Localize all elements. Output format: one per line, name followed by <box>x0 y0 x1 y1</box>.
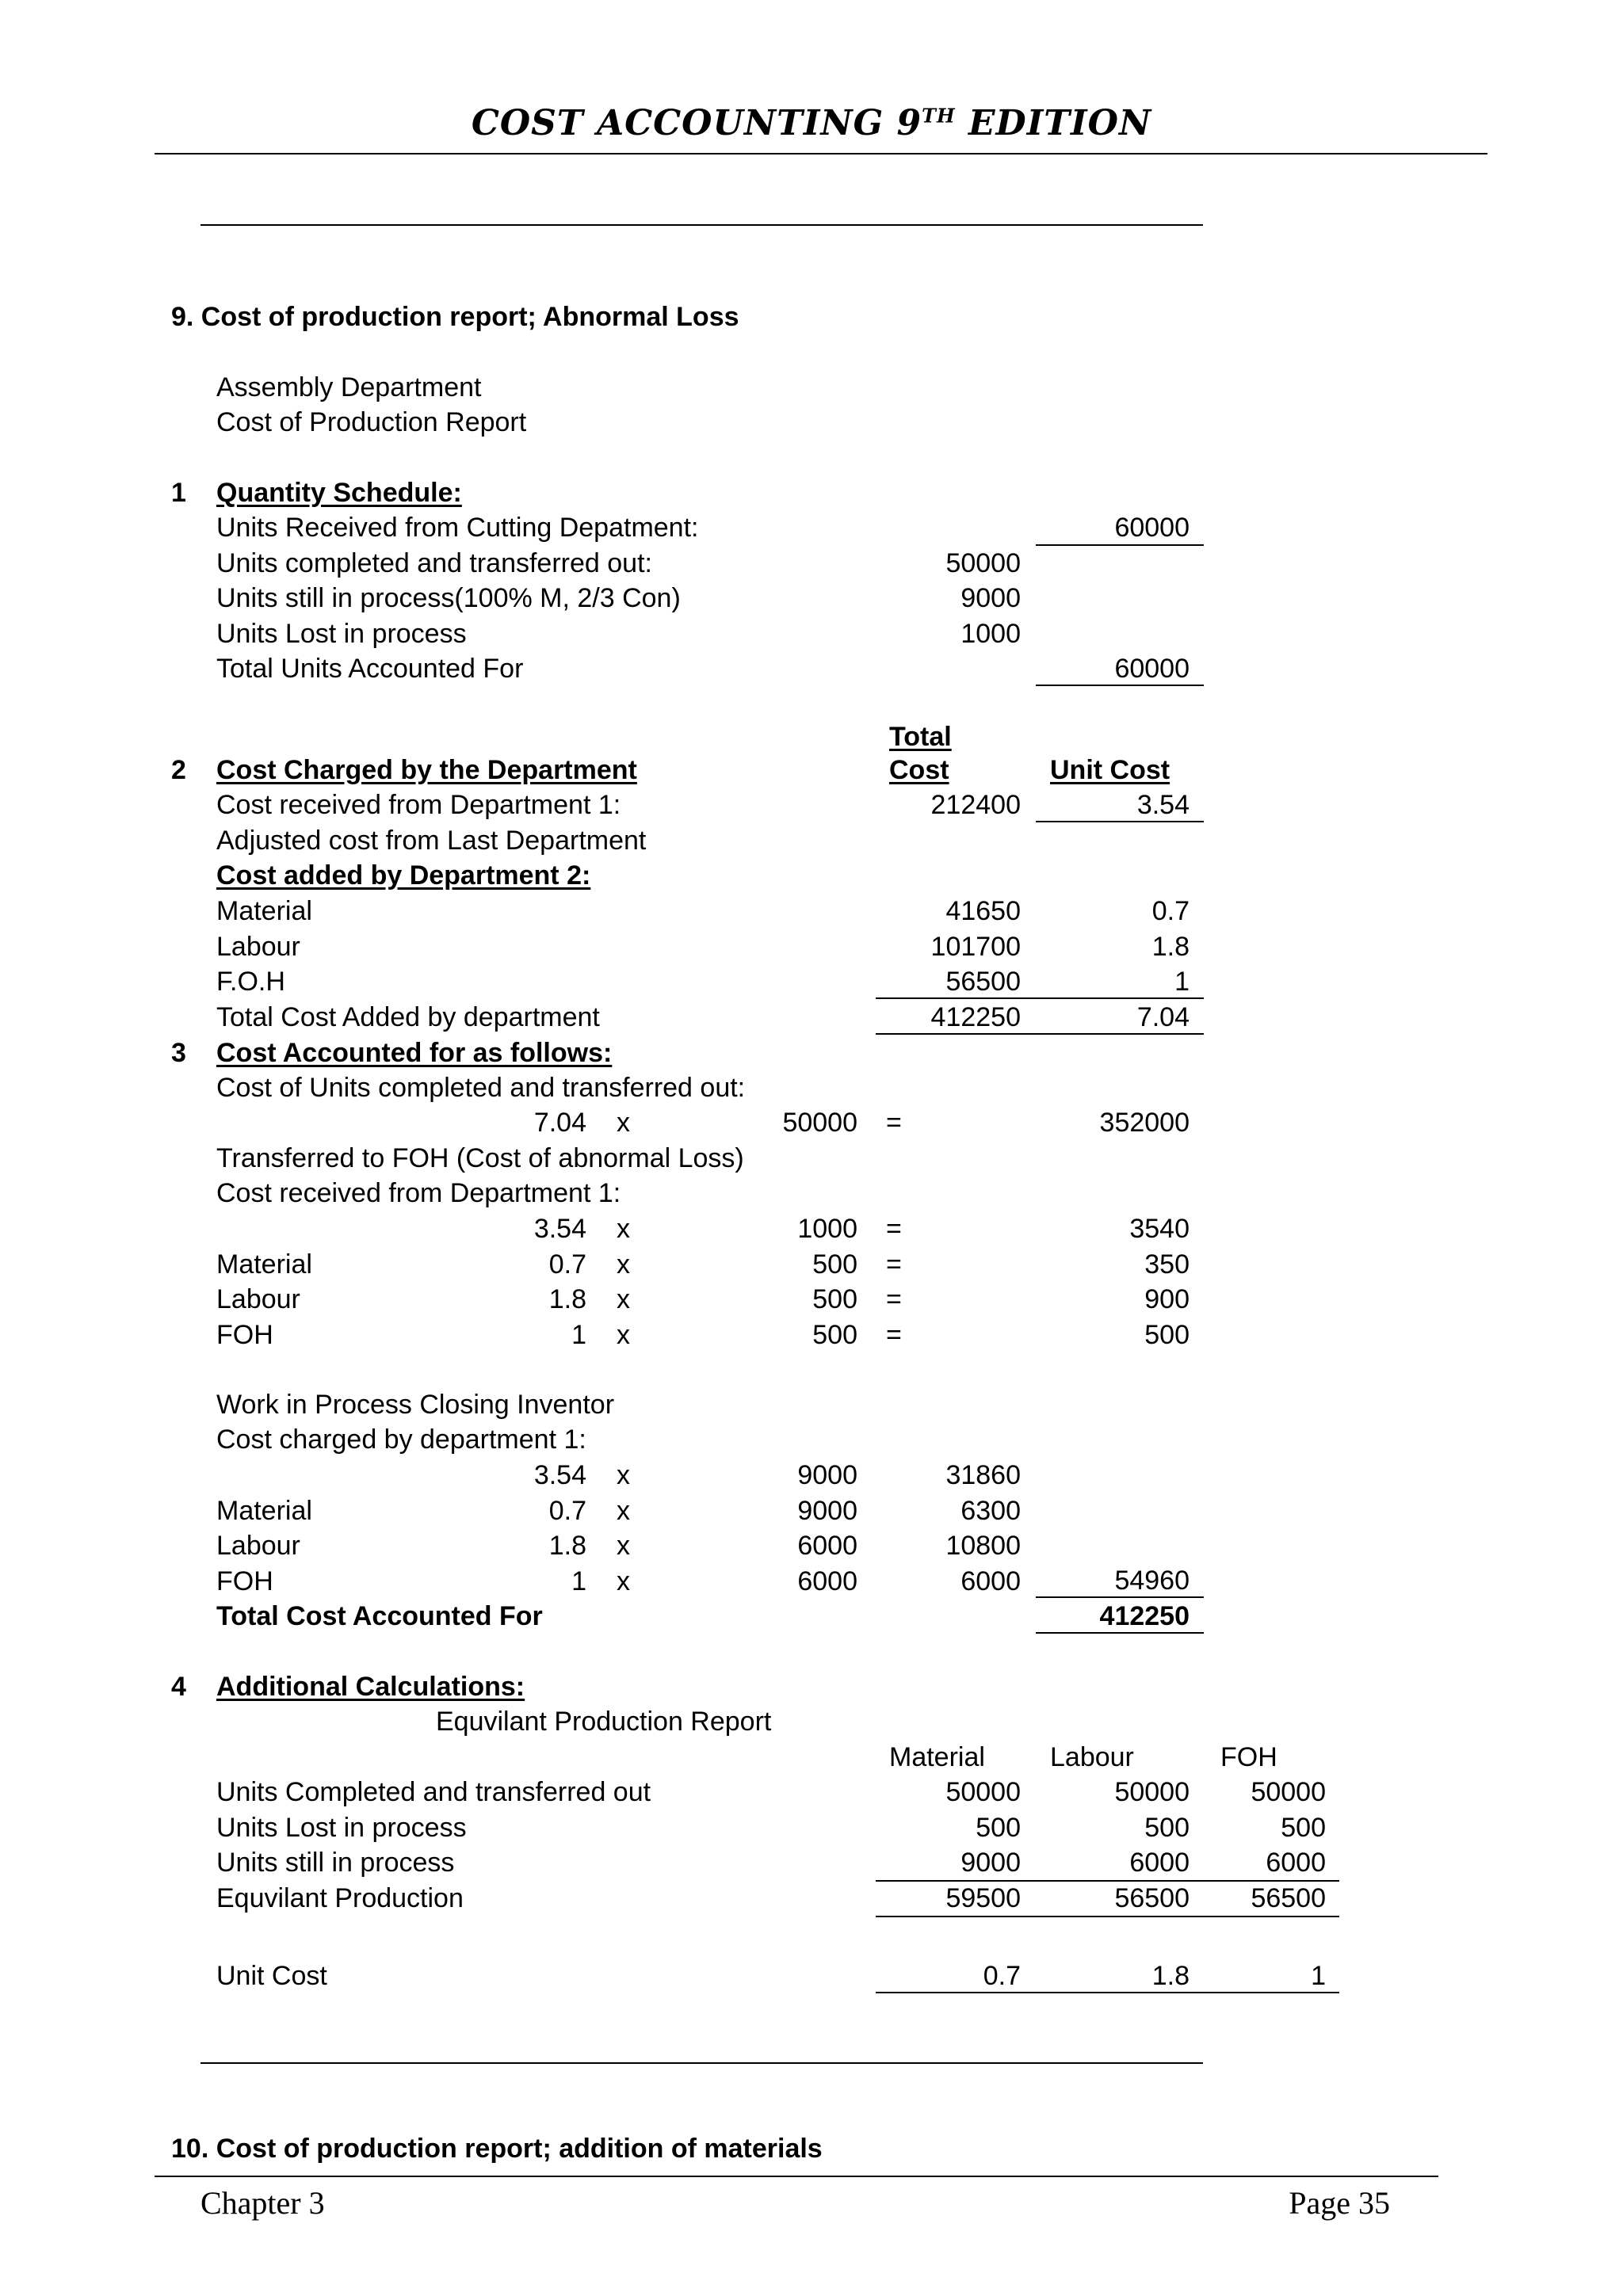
eq-row-value: 50000 <box>945 1777 1021 1807</box>
loss-row-x: x <box>617 1319 630 1350</box>
wip-row-qty: 6000 <box>797 1531 857 1561</box>
footer-page: Page 35 <box>1289 2185 1390 2221</box>
wip-row-qty: 6000 <box>797 1566 857 1596</box>
loss-row-amount: 350 <box>1144 1249 1190 1280</box>
loss-row-eq: = <box>886 1319 902 1350</box>
loss-row-x: x <box>617 1284 630 1314</box>
wip-row-x: x <box>617 1566 630 1596</box>
eq-row-value: 56500 <box>1251 1882 1326 1913</box>
eq-row-label: Equvilant Production <box>216 1882 464 1913</box>
added-row-unit: 1.8 <box>1151 931 1190 962</box>
loss-row-eq: = <box>886 1249 902 1280</box>
eq-row-value: 59500 <box>945 1882 1021 1913</box>
eq-row-value: 50000 <box>1251 1777 1326 1807</box>
loss-row-qty: 500 <box>812 1319 857 1350</box>
qty-row-total: 60000 <box>1114 513 1190 543</box>
section-4-number: 4 <box>171 1672 186 1702</box>
loss-row-amount: 3540 <box>1129 1214 1190 1244</box>
qty-row-units: 50000 <box>945 547 1021 578</box>
added-heading: Cost added by Department 2: <box>216 860 591 891</box>
loss-row-x: x <box>617 1249 630 1280</box>
wip-row-rate: 3.54 <box>533 1460 586 1490</box>
qty-row-units: 9000 <box>960 583 1021 613</box>
col-foh: FOH <box>1220 1742 1277 1772</box>
qty-row-label: Total Units Accounted For <box>216 654 524 684</box>
loss-row-rate: 1.8 <box>548 1284 586 1314</box>
qty-row-label: Units Received from Cutting Depatment: <box>216 513 699 543</box>
completed-amount: 352000 <box>1099 1108 1190 1138</box>
added-row-label: F.O.H <box>216 967 285 997</box>
added-row-label: Material <box>216 896 312 926</box>
eq-row-label: Units still in process <box>216 1848 455 1878</box>
col-unit-cost: Unit Cost <box>1050 755 1170 785</box>
wip-label: Work in Process Closing Inventor <box>216 1390 615 1420</box>
added-row-total: 41650 <box>945 896 1021 926</box>
qty-row-label: Units completed and transferred out: <box>216 547 652 578</box>
added-row-unit: 1 <box>1174 967 1190 997</box>
eq-row-value: 6000 <box>1266 1848 1326 1878</box>
section-divider-top <box>200 224 1203 226</box>
section-2-number: 2 <box>171 755 186 785</box>
col-labour: Labour <box>1050 1742 1134 1772</box>
received-rule <box>1036 821 1204 822</box>
loss-row-qty: 1000 <box>797 1214 857 1244</box>
added-row-unit: 0.7 <box>1151 896 1190 926</box>
eq-rule-2 <box>876 1916 1339 1917</box>
section-divider-bottom <box>200 2062 1203 2064</box>
adjusted-label: Adjusted cost from Last Department <box>216 826 647 856</box>
total-added-label: Total Cost Added by department <box>216 1002 600 1032</box>
completed-label: Cost of Units completed and transferred out: <box>216 1073 746 1103</box>
qty-row-units: 1000 <box>960 618 1021 649</box>
qty-rule-1 <box>1036 544 1204 546</box>
section-1-heading: Quantity Schedule: <box>216 478 462 508</box>
added-row-label: Labour <box>216 931 300 962</box>
completed-eq: = <box>886 1108 902 1138</box>
added-row-total: 101700 <box>930 931 1021 962</box>
loss-row-qty: 500 <box>812 1249 857 1280</box>
header-title-sup: TH <box>922 104 956 128</box>
added-row-total: 56500 <box>945 967 1021 997</box>
completed-rate: 7.04 <box>533 1108 586 1138</box>
foh-transfer-sub: Cost received from Department 1: <box>216 1178 621 1208</box>
wip-row-amount: 6300 <box>960 1495 1021 1526</box>
total-accounted-label: Total Cost Accounted For <box>216 1601 543 1631</box>
wip-row-x: x <box>617 1531 630 1561</box>
section-4-heading: Additional Calculations: <box>216 1672 525 1702</box>
completed-qty: 50000 <box>782 1108 857 1138</box>
header-rule <box>155 153 1487 154</box>
col-total-line2: Cost <box>889 755 949 785</box>
wip-sub: Cost charged by department 1: <box>216 1425 586 1455</box>
wip-row-amount: 10800 <box>945 1531 1021 1561</box>
wip-row-x: x <box>617 1495 630 1526</box>
total-added-total: 412250 <box>930 1002 1021 1032</box>
loss-row-rate: 3.54 <box>533 1214 586 1244</box>
eq-rule-1 <box>876 1880 1339 1882</box>
eq-row-value: 500 <box>976 1812 1021 1843</box>
header-title: COST ACCOUNTING 9 <box>471 103 922 143</box>
section-3-number: 3 <box>171 1038 186 1068</box>
completed-x: x <box>617 1108 630 1138</box>
footer-rule <box>155 2176 1438 2177</box>
received-unit: 3.54 <box>1136 790 1190 820</box>
eq-row-label: Units Lost in process <box>216 1812 467 1843</box>
eq-row-label: Units Completed and transferred out <box>216 1777 651 1807</box>
wip-row-rate: 1 <box>571 1566 586 1596</box>
loss-row-qty: 500 <box>812 1284 857 1314</box>
loss-row-rate: 1 <box>571 1319 586 1350</box>
eq-row-value: 500 <box>1281 1812 1326 1843</box>
header-title-tail: EDITION <box>955 103 1152 143</box>
problem-9-title: 9. Cost of production report; Abnormal Loss <box>171 302 739 332</box>
wip-row-amount: 31860 <box>945 1460 1021 1490</box>
qty-rule-2 <box>1036 685 1204 686</box>
section-2-heading: Cost Charged by the Department <box>216 755 637 785</box>
unit-cost-rule <box>876 1992 1339 1993</box>
col-material: Material <box>889 1742 985 1772</box>
unit-cost-material: 0.7 <box>983 1961 1021 1991</box>
col-total-line1: Total <box>889 722 952 752</box>
problem-10-title: 10. Cost of production report; addition of materials <box>171 2134 823 2164</box>
loss-row-amount: 900 <box>1144 1284 1190 1314</box>
qty-row-label: Units still in process(100% M, 2/3 Con) <box>216 583 681 613</box>
equivalent-report-title: Equvilant Production Report <box>436 1707 772 1737</box>
unit-cost-label: Unit Cost <box>216 1961 327 1991</box>
wip-row-qty: 9000 <box>797 1495 857 1526</box>
loss-row-eq: = <box>886 1214 902 1244</box>
unit-cost-foh: 1 <box>1311 1961 1326 1991</box>
wip-row-amount: 6000 <box>960 1566 1021 1596</box>
wip-row-rate: 1.8 <box>548 1531 586 1561</box>
received-total: 212400 <box>930 790 1021 820</box>
eq-row-value: 6000 <box>1129 1848 1190 1878</box>
wip-total: 54960 <box>1114 1566 1190 1596</box>
unit-cost-labour: 1.8 <box>1151 1961 1190 1991</box>
eq-row-value: 500 <box>1144 1812 1190 1843</box>
received-label: Cost received from Department 1: <box>216 790 621 820</box>
qty-row-total: 60000 <box>1114 654 1190 684</box>
eq-row-value: 56500 <box>1114 1882 1190 1913</box>
loss-row-label: FOH <box>216 1319 273 1350</box>
department-name: Assembly Department <box>216 372 482 402</box>
loss-row-amount: 500 <box>1144 1319 1190 1350</box>
wip-row-label: Labour <box>216 1531 300 1561</box>
eq-row-value: 50000 <box>1114 1777 1190 1807</box>
eq-row-value: 9000 <box>960 1848 1021 1878</box>
loss-row-rate: 0.7 <box>548 1249 586 1280</box>
foh-transfer-label: Transferred to FOH (Cost of abnormal Loss) <box>216 1143 744 1173</box>
wip-row-rate: 0.7 <box>548 1495 586 1526</box>
wip-row-label: FOH <box>216 1566 273 1596</box>
running-header <box>0 103 1623 143</box>
wip-row-x: x <box>617 1460 630 1490</box>
loss-row-label: Material <box>216 1249 312 1280</box>
total-accounted-value: 412250 <box>1099 1601 1190 1631</box>
loss-row-label: Labour <box>216 1284 300 1314</box>
wip-row-label: Material <box>216 1495 312 1526</box>
loss-row-x: x <box>617 1214 630 1244</box>
total-accounted-rule <box>1036 1632 1204 1634</box>
section-1-number: 1 <box>171 478 186 508</box>
total-added-unit: 7.04 <box>1136 1002 1190 1032</box>
section-3-heading: Cost Accounted for as follows: <box>216 1038 613 1068</box>
total-added-rule <box>876 1033 1204 1035</box>
wip-rule <box>1036 1596 1204 1598</box>
loss-row-eq: = <box>886 1284 902 1314</box>
added-rule-foh <box>876 997 1204 999</box>
wip-row-qty: 9000 <box>797 1460 857 1490</box>
report-name: Cost of Production Report <box>216 407 527 437</box>
footer-chapter: Chapter 3 <box>200 2185 325 2221</box>
qty-row-label: Units Lost in process <box>216 618 467 649</box>
